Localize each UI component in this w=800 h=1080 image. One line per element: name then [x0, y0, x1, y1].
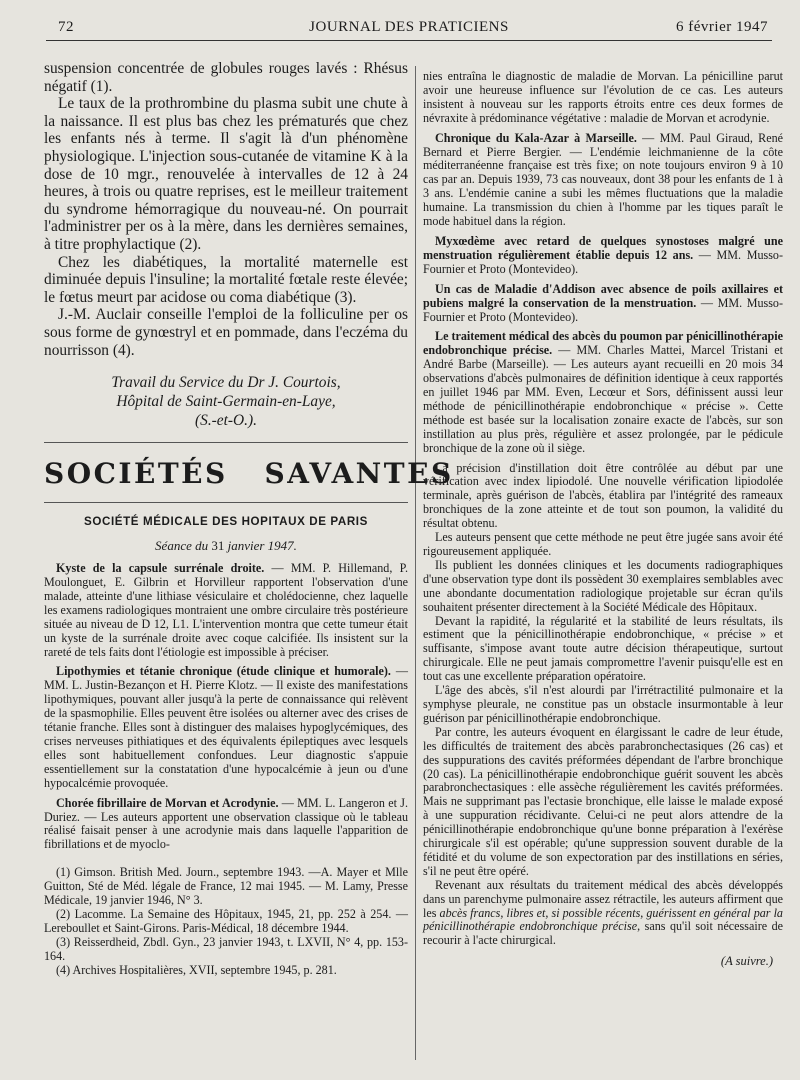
signature-line: Travail du Service du Dr J. Courtois,	[111, 374, 341, 392]
article: Kyste de la capsule surrénale droite. — MM. P. Hillemand, P. Moulonguet, E. Gilbrin et Horvilleur rapportent l'observation d'une malade, atteinte d'une lithiase vésiculaire et cholédocienne, chez laquelle les examens radiologiques montraient une ombre circulaire très postérieure située au niveau de D 12, L1. L'intervention montra que cette tumeur était un kyste de la surrénale droite avec coque calcifiée. Ils insistent sur la rareté de tels faits dont l'étiologie est impossible à préciser.	[44, 561, 408, 659]
signature-line: Hôpital de Saint-Germain-en-Laye,	[116, 393, 336, 411]
column-divider	[415, 66, 416, 1060]
continued-note: (A suivre.)	[720, 954, 773, 969]
seance-date: Séance du 31 janvier 1947.	[155, 538, 297, 554]
paragraph: Chez les diabétiques, la mortalité maternelle est diminuée depuis l'insuline; la mortalité fœtale reste élevée; le fœtus meurt par acidose ou coma diabétique (3).	[44, 253, 408, 306]
divider	[44, 502, 408, 503]
article: Le traitement médical des abcès du poumon par pénicillinothérapie endobronchique précise. — MM. Charles Mattei, Marcel Tristani et André Barbe (Marseille). — Les auteurs ayant recueilli en 20 mois 34 observations d'abcès pulmonaires de définition identique à ceux rapportés en juillet 1946 par MM. Even, Lecœur et Sors, définissent aussi leur méthode de pénicillinothérapie endobronchique « précise ». Cette méthode est basée sur la localisation zonaire exacte de l'abcès, sur son instillation au plus près, régulière et assez prolongée, par le pédicule bronchique de la zone où il siège.	[423, 329, 783, 455]
left-column	[44, 60, 454, 977]
page-number: 72	[58, 19, 74, 35]
footnote: (3) Reisserdheid, Zbdl. Gyn., 23 janvier 1943, t. LXVII, N° 4, pp. 153-164.	[44, 934, 408, 963]
footnote: (2) Lacomme. La Semaine des Hôpitaux, 1945, 21, pp. 252 à 254. — Lereboullet et Saint-Girons. Paris-Médical, 18 décembre 1944.	[44, 906, 408, 935]
signature-block	[44, 373, 408, 430]
paragraph: L'âge des abcès, s'il n'est alourdi par l'irrétractilité pulmonaire et la symphyse pleurale, ne constitue pas un obstacle insurmontable à leur guérison par pénicillinothérapie endobronchique.	[423, 683, 783, 725]
paragraph: Les auteurs pensent que cette méthode ne peut être jugée sans avoir été rigoureusement appliquée.	[423, 530, 783, 558]
signature-line: (S.-et-O.).	[195, 412, 257, 430]
section-title: SOCIÉTÉS SAVANTES	[44, 457, 454, 491]
paragraph: Le taux de la prothrombine du plasma subit une chute à la naissance. Il est plus bas chez les prématurés que chez les enfants nés à terme. Il s'agit là d'un phénomène physiologique. L'injection sous-cutanée de vitamine K à la dose de 10 mgr., renouvelée à intervalles de 12 à 24 heures, à trois ou quatre reprises, est le meilleur traitement du syndrome hémorragique du nouveau-né. On pourrait l'administrer per os à la mère, dans les dernières semaines, à titre prophylactique (2).	[44, 95, 408, 253]
paragraph: Par contre, les auteurs évoquent en élargissant le cadre de leur étude, les difficultés de traitement des abcès parabronchectasiques (26 cas) et des suppurations des cavités préformées dépendant de l'arbre bronchique (20 cas). La pénicillinothérapie endobronchique guérit souvent les abcès parabronchectasiques : elle assèche régulièrement les cavités préformées. Mais ne supprimant pas l'ectasie bronchique, elle laisse le malade exposé à une suppuration récidivante. Celui-ci ne peut alors attendre de la pénicillinothérapie endobronchique qu'une bonne préparation à l'exérèse chirurgicale s'il est opérable; qu'une suppression souvent durable de la fétidité et du volume de son expectoration par des instillations en séries, s'il ne peut être opéré.	[423, 724, 783, 878]
article: Chorée fibrillaire de Morvan et Acrodynie. — MM. L. Langeron et J. Duriez. — Les auteurs apportent une observation classique où le tableau réalisé faisait penser à une acrodynie mais dans laquelle l'apparition de fibrillations et de myoclo-	[44, 795, 408, 852]
paragraph: J.-M. Auclair conseille l'emploi de la folliculine per os sous forme de gynœstryl et en pommade, dans l'eczéma du nourrisson (4).	[44, 306, 408, 359]
paragraph: La précision d'instillation doit être contrôlée au début par une vérification avec index lipiodolé. Une nouvelle vérification lipiodolée terminale, après guérison de l'abcès, établira par l'intégrité des rameaux bronchiques de la zone atteinte et de tout son poumon, la validité du résultat obtenu.	[423, 460, 783, 531]
journal-title: JOURNAL DES PRATICIENS	[309, 19, 509, 35]
footnote: (4) Archives Hospitalières, XVII, septembre 1945, p. 281.	[56, 962, 337, 977]
paragraph: Devant la rapidité, la régularité et la stabilité de leurs résultats, ils estiment que la pénicillinothérapie endobronchique, « précise » et suffisante, s'impose avant toute autre décision thérapeutique, surtout chirurgicale. Elle ne peut jamais compromettre l'avenir puisqu'elle est en tout cas une excellente préparation opératoire.	[423, 613, 783, 684]
article: Lipothymies et tétanie chronique (étude clinique et humorale). — MM. L. Justin-Bezançon et H. Pierre Klotz. — Il existe des manifestations lipothymiques, pouvant aller jusqu'à la perte de connaissance qui relèvent de la spasmophilie. Elles peuvent être isolées ou alterner avec des crises de tétanie franche. Elles sont à distinguer des malaises hypoglycémiques, des crises nerveuses pithiatiques et des équivalents épileptiques avec lesquels elles sont habituellement confondues. Leur diagnostic s'appuie essentiellement sur la constatation d'une hypocalcémie à jeun ou d'une hypocalcémie provoquée.	[44, 664, 408, 790]
paragraph: Ils publient les données cliniques et les documents radiographiques d'une observation type dont ils possèdent 30 exemplaires semblables avec une abondante documentation radiologique projetable sur écran qu'ils souhaitent présenter directement à la Société Médicale des Hôpitaux.	[423, 557, 783, 614]
article: Chronique du Kala-Azar à Marseille. — MM. Paul Giraud, René Bernard et Pierre Bergier. — L'endémie leichmanienne de la côte méditerranéenne française est très fixe; on note toujours environ 9 à 10 cas par an. Depuis 1939, 73 cas nouveaux, dont 38 pour les enfants de 1 à 3 ans. L'endémie canine a subi les mêmes fluctuations que la maladie humaine. La transmission du chien à l'homme par les tiques paraît le mode habituel dans la région.	[423, 130, 784, 229]
paragraph: suspension concentrée de globules rouges lavés : Rhésus négatif (1).	[44, 60, 408, 95]
divider	[44, 442, 408, 443]
issue-date: 6 février 1947	[676, 19, 768, 35]
paragraph: Revenant aux résultats du traitement médical des abcès développés dans un parenchyme pulmonaire assez rétractile, les auteurs affirment que les abcès francs, libres et, si possible récents, guérissent en général par la pénicillinothérapie endobronchique précise, sans qu'il soit nécessaire de recourir à l'acte chirurgical.	[423, 877, 783, 948]
paragraph: nies entraîna le diagnostic de maladie de Morvan. La pénicilline parut avoir une heureuse influence sur l'évolution de ce cas. Les auteurs insistent à nouveau sur les rapports étroits entre ces deux formes de névraxite à prédominance végétative : maladie de Morvan et acrodynie.	[423, 69, 783, 125]
footnote: (1) Gimson. British Med. Journ., septembre 1943. —A. Mayer et Mlle Guitton, Sté de Méd. légale de France, 12 mai 1945. — M. Lamy, Presse Médicale, 19 janvier 1946, N° 3.	[44, 865, 408, 908]
page-header	[46, 14, 772, 41]
section-subtitle: SOCIÉTÉ MÉDICALE DES HOPITAUX DE PARIS	[84, 515, 368, 529]
article: Un cas de Maladie d'Addison avec absence de poils axillaires et pubiens malgré la conservation de la menstruation. — MM. Musso-Fournier et Proto (Montevideo).	[423, 281, 783, 324]
right-column	[423, 70, 783, 969]
article: Myxœdème avec retard de quelques synostoses malgré une menstruation régulièrement établie depuis 12 ans. — MM. Musso-Fournier et Proto (Montevideo).	[423, 233, 783, 276]
